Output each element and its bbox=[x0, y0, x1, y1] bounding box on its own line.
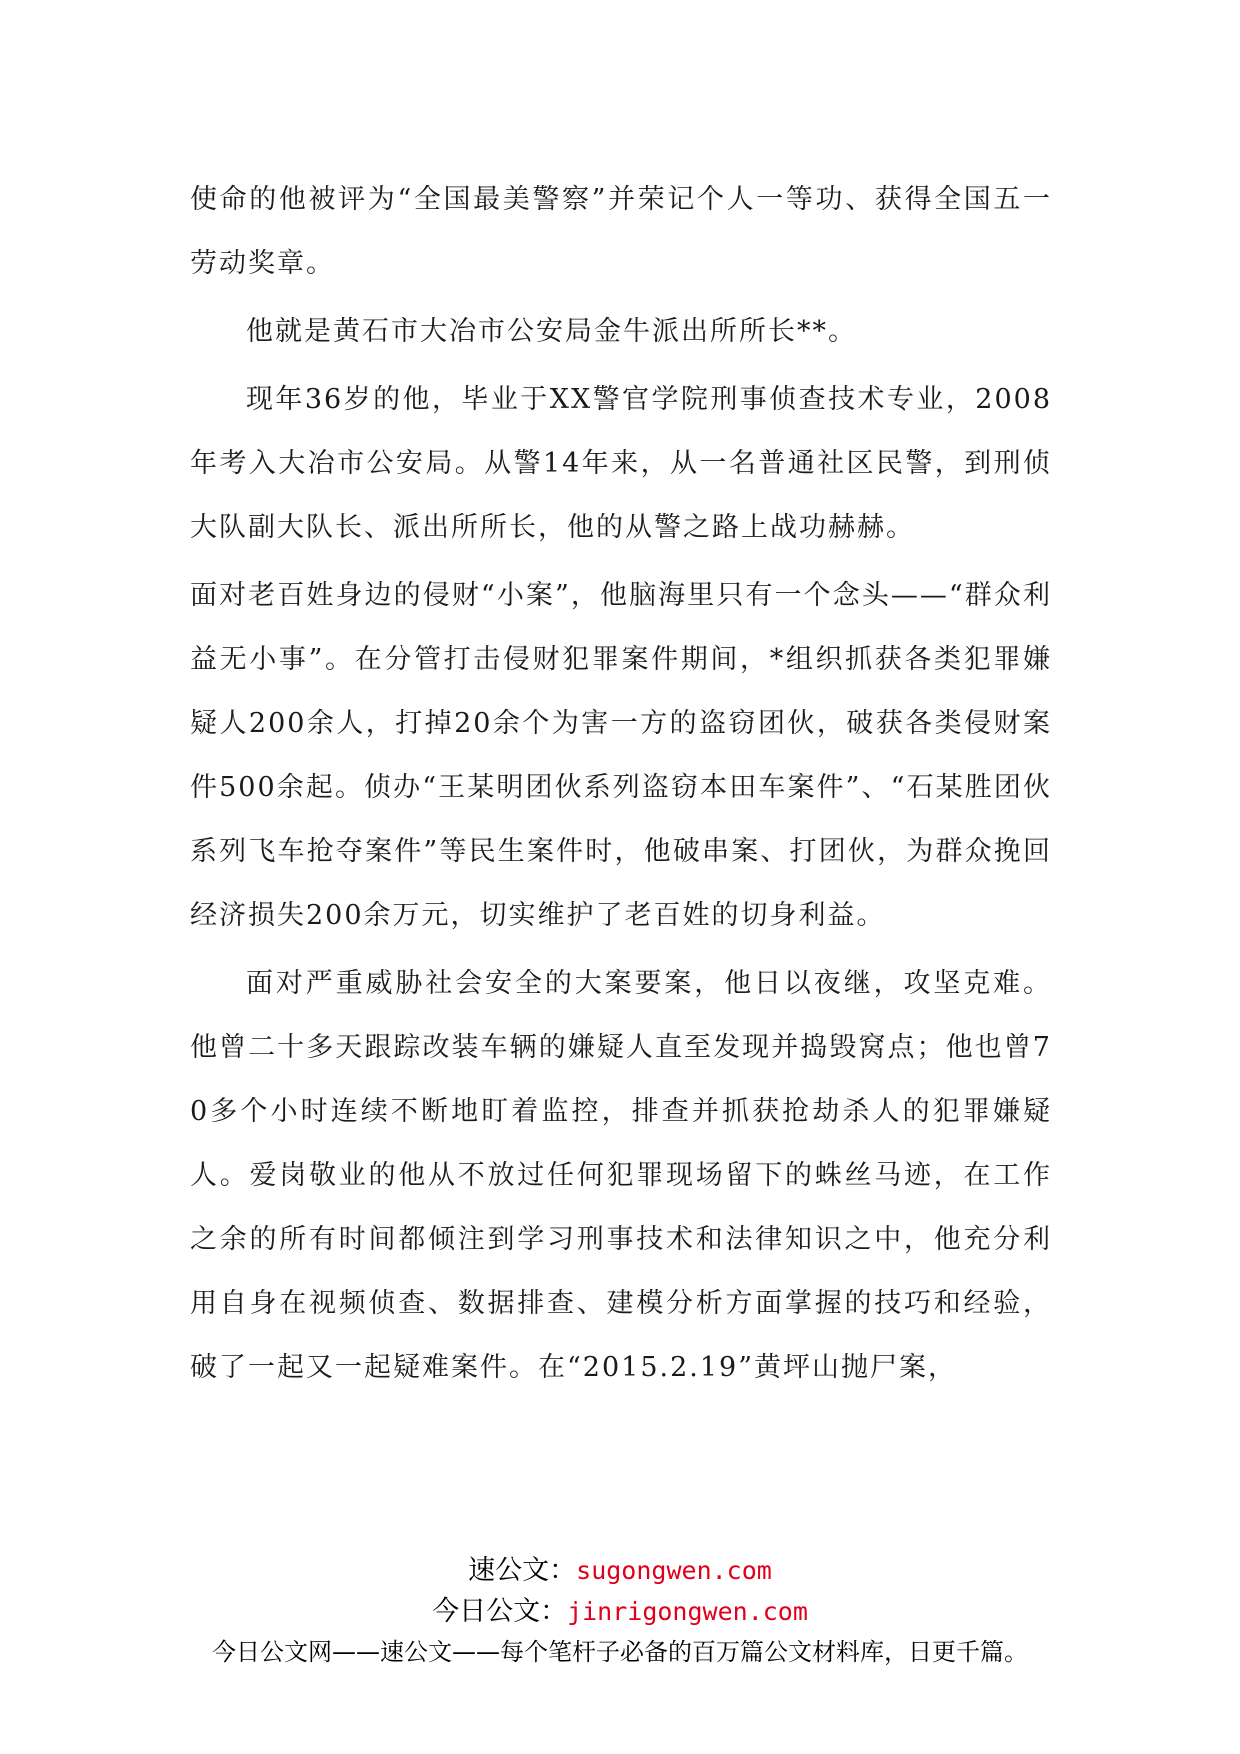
sugongwen-link[interactable]: sugongwen.com bbox=[576, 1556, 772, 1585]
paragraph-2: 他就是黄石市大冶市公安局金牛派出所所长**。 bbox=[246, 316, 857, 347]
footer-sugongwen-label: 速公文： bbox=[468, 1555, 577, 1586]
document-body bbox=[190, 168, 1052, 1400]
footer-sugongwen bbox=[0, 1548, 1240, 1587]
footer-jinrigongwen bbox=[0, 1589, 1240, 1628]
paragraph-3: 现年36岁的他，毕业于XX警官学院刑事侦查技术专业，2008年考入大冶市公安局。从警14年来，从一名普通社区民警，到刑侦大队副大队长、派出所所长，他的从警之路上战功赫赫。 bbox=[190, 384, 1052, 543]
footer-slogan: 今日公文网——速公文——每个笔杆子必备的百万篇公文材料库，日更千篇。 bbox=[212, 1638, 1028, 1666]
paragraph-1: 使命的他被评为“全国最美警察”并荣记个人一等功、获得全国五一劳动奖章。 bbox=[190, 184, 1052, 279]
jinrigongwen-link[interactable]: jinrigongwen.com bbox=[567, 1597, 808, 1626]
paragraph-5: 面对严重威胁社会安全的大案要案，他日以夜继，攻坚克难。他曾二十多天跟踪改装车辆的嫌疑人直至发现并捣毁窝点；他也曾70多个小时连续不断地盯着监控，排查并抓获抢劫杀人的犯罪嫌疑人。爱岗敬业的他从不放过任何犯罪现场留下的蛛丝马迹，在工作之余的所有时间都倾注到学习刑事技术和法律知识之中，他充分利用自身在视频侦查、数据排查、建模分析方面掌握的技巧和经验，破了一起又一起疑难案件。在“2015.2.19”黄坪山抛尸案， bbox=[190, 968, 1052, 1383]
paragraph-4: 面对老百姓身边的侵财“小案”，他脑海里只有一个念头——“群众利益无小事”。在分管打击侵财犯罪案件期间，*组织抓获各类犯罪嫌疑人200余人，打掉20余个为害一方的盗窃团伙，破获各类侵财案件500余起。侦办“王某明团伙系列盗窃本田车案件”、“石某胜团伙系列飞车抢夺案件”等民生案件时，他破串案、打团伙，为群众挽回经济损失200余万元，切实维护了老百姓的切身利益。 bbox=[190, 580, 1052, 931]
footer-jinrigongwen-label: 今日公文： bbox=[432, 1596, 568, 1627]
